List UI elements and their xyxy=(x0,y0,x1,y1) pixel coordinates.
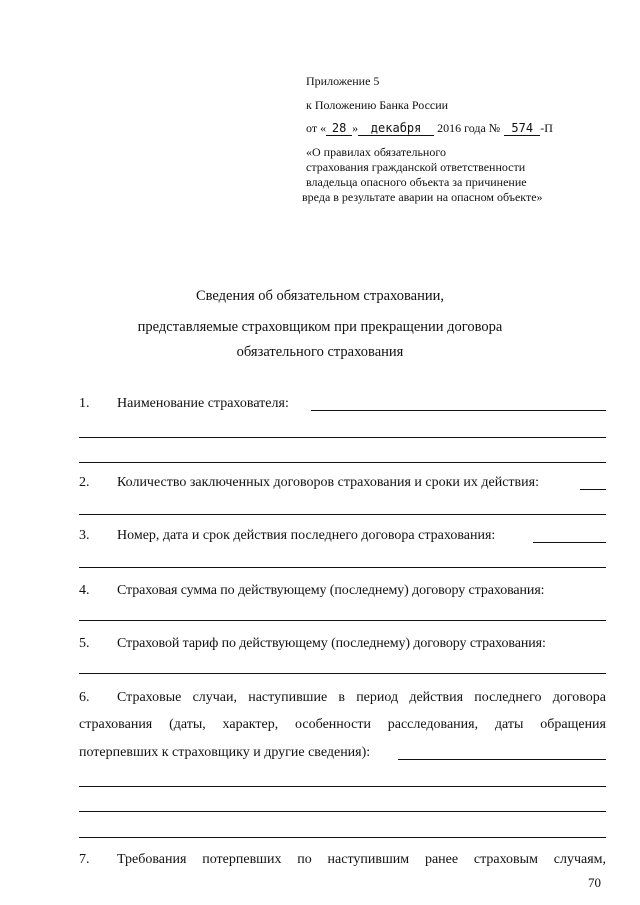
item-label: Страховой тариф по действующему (последнему) договору страхования: xyxy=(117,636,546,651)
item-label: Количество заключенных договоров страхования и сроки их действия: xyxy=(117,475,539,490)
item-label: Страховая сумма по действующему (последнему) договору страхования: xyxy=(117,583,545,598)
page-number: 70 xyxy=(588,875,601,890)
regulation-date-line xyxy=(306,121,626,136)
item-number: 4. xyxy=(79,583,90,598)
item-label: Номер, дата и срок действия последнего договора страхования: xyxy=(117,528,496,543)
document-title-line: обязательного страхования xyxy=(236,344,404,360)
regulation-title-line: владельца опасного объекта за причинение xyxy=(306,175,527,189)
date-day-close: » xyxy=(352,121,359,135)
appendix-reference: к Положению Банка России xyxy=(306,98,449,112)
regulation-number-suffix: -П xyxy=(540,121,553,135)
fill-line xyxy=(79,437,606,438)
document-title-line: представляемые страховщиком при прекращении договора xyxy=(137,319,503,335)
fill-line xyxy=(533,542,606,543)
item-label: Наименование страхователя: xyxy=(117,396,289,411)
document-title-line: Сведения об обязательном страховании, xyxy=(195,288,444,304)
fill-line xyxy=(79,786,606,787)
item-number: 7. xyxy=(79,852,90,867)
regulation-title-line: вреда в результате аварии на опасном объекте» xyxy=(302,190,543,204)
fill-line xyxy=(580,489,606,490)
fill-line xyxy=(79,620,606,621)
fill-line xyxy=(79,514,606,515)
item-number: 5. xyxy=(79,636,90,651)
date-prefix: от « xyxy=(306,121,327,135)
fill-line xyxy=(79,811,606,812)
regulation-title-line: страхования гражданской ответственности xyxy=(306,160,526,174)
fill-line xyxy=(79,462,606,463)
item-number: 3. xyxy=(79,528,90,543)
date-year: 2016 года № xyxy=(437,121,501,135)
appendix-number: Приложение 5 xyxy=(306,74,380,88)
item-number: 2. xyxy=(79,475,90,490)
regulation-title xyxy=(302,145,626,205)
fill-line xyxy=(79,837,606,838)
date-month: декабря xyxy=(358,122,434,136)
item-label-line: Страховые случаи, наступившие в период действия последнего договора xyxy=(117,690,606,705)
fill-line xyxy=(398,759,606,760)
date-day: 28 xyxy=(326,122,352,136)
item-number: 1. xyxy=(79,396,90,411)
item-label-line: страхования (даты, характер, особенности расследования, даты обращения xyxy=(79,717,606,732)
regulation-number: 574 xyxy=(504,122,540,136)
item-number: 6. xyxy=(79,690,90,705)
fill-line xyxy=(311,410,606,411)
regulation-title-line: «О правилах обязательного xyxy=(306,145,446,159)
item-label: Требования потерпевших по наступившим ранее страховым случаям, xyxy=(117,852,606,867)
fill-line xyxy=(79,673,606,674)
item-label-line: потерпевших к страховщику и другие сведения): xyxy=(79,745,371,760)
fill-line xyxy=(79,567,606,568)
